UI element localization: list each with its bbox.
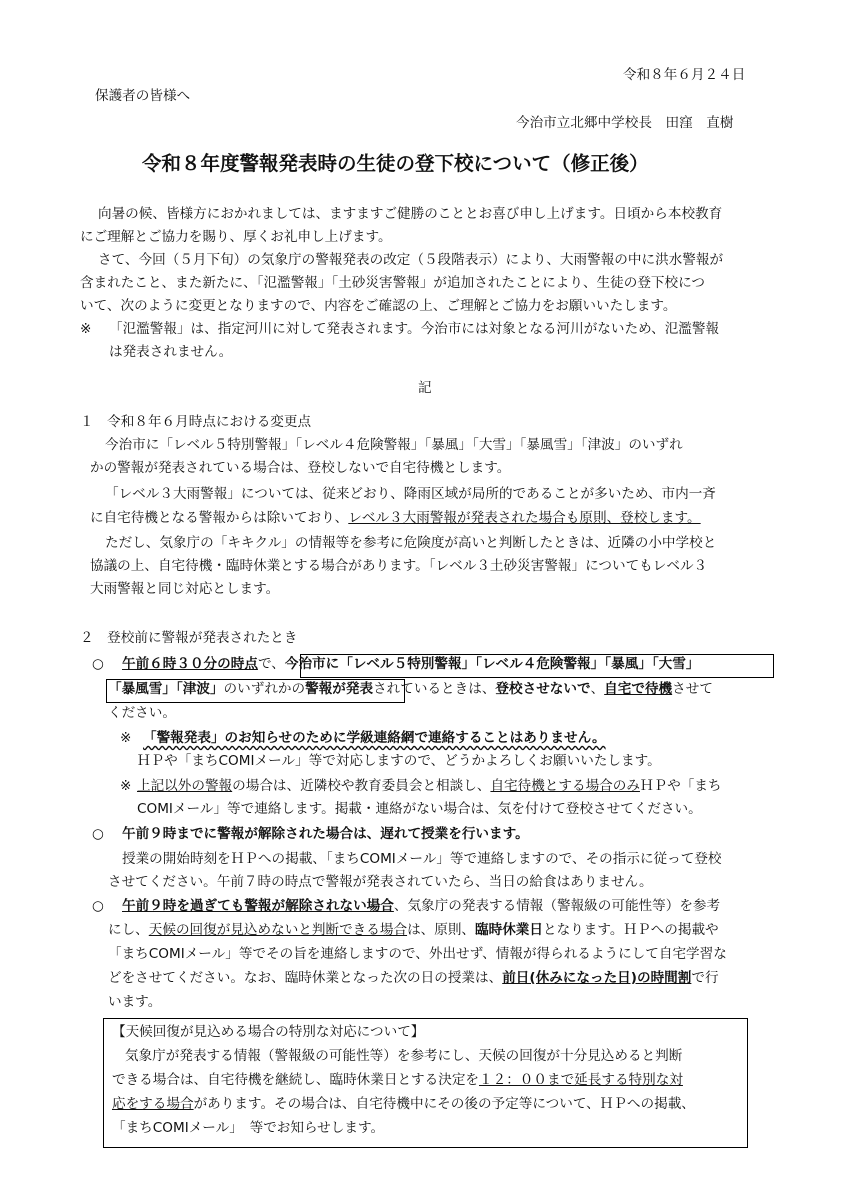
- warning-issued: 警報が発表: [305, 681, 374, 697]
- section1-c-line2: 協議の上、自宅待機・臨時休業とする場合があります。「レベル３土砂災害警報」についてもレベル３: [90, 558, 708, 574]
- timetable-emphasis: 前日(休みになった日)の時間割: [502, 970, 692, 986]
- warning-list: 「暴風雪」「津波」: [108, 681, 224, 697]
- item2-line2: 授業の開始時刻をＨＰへの掲載、「まちCOMIメール」等で連絡しますので、その指示に従って登校: [122, 851, 722, 867]
- section1-heading: １ 令和８年６月時点における変更点: [80, 414, 312, 430]
- note2-line1: [137, 778, 722, 795]
- item3-line1: [122, 898, 720, 915]
- recipient: 保護者の皆様へ: [95, 88, 191, 104]
- section1-c-line3: 大雨警報と同じ対応とします。: [90, 581, 280, 597]
- item3-line2: [108, 922, 719, 939]
- text: で、: [257, 656, 285, 672]
- warning-list: 今治市に「レベル５特別警報」「レベル４危険警報」「暴風」「大雪」: [284, 656, 700, 672]
- text: ＨＰや「まち: [639, 778, 722, 794]
- text: のいずれかの: [223, 681, 306, 697]
- item2-line1: 午前９時までに警報が解除された場合は、遅れて授業を行います。: [122, 826, 529, 842]
- section1-b-line2-text: に自宅待機となる警報からは除いており、: [90, 510, 349, 526]
- notice-line1: 気象庁が発表する情報（警報級の可能性等）を参考にし、天候の回復が十分見込めると判断: [125, 1048, 683, 1064]
- underlined-text: 上記以外の警報: [137, 778, 233, 794]
- intro-p2-line3: いて、次のように変更となりますので、内容をご確認の上、ご理解とご協力をお願いいたします。: [80, 298, 677, 314]
- intro-p1-line1: 向暑の候、皆様方におかれましては、ますますご健勝のこととお喜び申し上げます。日頃から本校教育: [98, 206, 723, 222]
- item2-line3: させてください。午前７時の時点で警報が発表されていたら、当日の給食はありません。: [108, 874, 653, 890]
- text: となります。ＨＰへの掲載や: [543, 922, 719, 938]
- closure-emphasis: 臨時休業日: [475, 922, 543, 938]
- text: 、気象庁の発表する情報（警報級の可能性等）を参考: [393, 898, 721, 914]
- text: どをさせてください。なお、臨時休業となった次の日の授業は、: [108, 970, 503, 986]
- stay-home-emphasis: 自宅で待機: [604, 681, 673, 697]
- section1-b-line2-underlined: レベル３大雨警報が発表された場合も原則、登校します。: [348, 510, 701, 526]
- underlined-text: 自宅待機とする場合のみ: [490, 778, 640, 794]
- intro-p2-line1: さて、今回（５月下旬）の気象庁の警報発表の改定（５段階表示）により、大雨警報の中に洪水警報が: [98, 252, 724, 268]
- item1-line1: [122, 656, 699, 673]
- intro-p2-line2: 含まれたこと、また新たに、「氾濫警報」「土砂災害警報」が追加されたことにより、生徒の登下校につ: [80, 275, 706, 291]
- emphasis: 午前９時を過ぎても警報が解除されない場合: [122, 898, 394, 914]
- notice-line4: 「まちCOMIメール」 等でお知らせします。: [112, 1120, 385, 1136]
- note-mark: ※: [120, 730, 132, 746]
- intro-note-line2: は発表されません。: [109, 344, 233, 360]
- intro-note-line1: 「氾濫警報」は、指定河川に対して発表されます。今治市には対象となる河川がないため、氾濫警報: [109, 321, 720, 337]
- notice-title: 【天候回復が見込める場合の特別な対応について】: [112, 1024, 425, 1040]
- time-emphasis: 午前６時３０分の時点: [122, 656, 258, 672]
- text: させて: [672, 681, 713, 697]
- bullet: ○: [92, 826, 104, 842]
- ki-heading: 記: [418, 380, 432, 396]
- item1-line2: [108, 681, 713, 698]
- document-title: 令和８年度警報発表時の生徒の登下校について（修正後）: [142, 152, 649, 175]
- section1-c-line1: ただし、気象庁の「キキクル」の情報等を参考に危険度が高いと判断したときは、近隣の小中学校と: [105, 535, 717, 551]
- no-school-emphasis: 登校させないで: [495, 681, 591, 697]
- note-mark: ※: [120, 778, 132, 794]
- item3-line3: 「まちCOMIメール」等でその旨を連絡しますので、外出せず、情報が得られるようにして自宅学習な: [108, 946, 727, 962]
- item3-line4: [108, 970, 719, 987]
- notice-line3: [112, 1096, 695, 1113]
- sender: 今治市立北郷中学校長 田窪 直樹: [516, 115, 734, 131]
- section1-b-line1: 「レベル３大雨警報」については、従来どおり、降雨区域が局所的であることが多いため、市内一斉: [105, 486, 716, 502]
- intro-p1-line2: にご理解とご協力を賜り、厚くお礼申し上げます。: [80, 229, 392, 245]
- underlined-text: 天候の回復が見込めないと判断できる場合: [148, 922, 408, 938]
- notice-line2: [112, 1072, 683, 1089]
- text: があります。その場合は、自宅待機中にその後の予定等について、ＨＰへの掲載、: [193, 1096, 695, 1112]
- text: できる場合は、自宅待機を継続し、臨時休業日とする決定を: [112, 1072, 480, 1088]
- section2-heading: ２ 登校前に警報が発表されたとき: [80, 630, 298, 646]
- text: で行: [691, 970, 719, 986]
- text: の場合は、近隣校や教育委員会と相談し、: [232, 778, 491, 794]
- document-date: 令和８年６月２４日: [623, 67, 746, 83]
- note-mark: ※: [80, 321, 92, 337]
- text: にし、: [108, 922, 149, 938]
- text: は、原則、: [407, 922, 476, 938]
- bullet: ○: [92, 898, 104, 914]
- item1-line3: ください。: [108, 705, 176, 721]
- text: 、: [590, 681, 605, 697]
- section1-b-line2: [90, 510, 701, 527]
- text: されているときは、: [373, 681, 496, 697]
- note1-line2: ＨＰや「まちCOMIメール」等で対応しますので、どうかよろしくお願いいたします。: [137, 753, 661, 769]
- section1-a-line1: 今治市に「レベル５特別警報」「レベル４危険警報」「暴風」「大雪」「暴風雪」「津波」のいずれ: [105, 437, 683, 453]
- note2-line2: COMIメール」等で連絡します。掲載・連絡がない場合は、気を付けて登校させてください。: [137, 801, 702, 817]
- bullet: ○: [92, 656, 104, 672]
- underlined-text: １２：００まで延長する特別な対: [479, 1072, 683, 1088]
- note1-line1: 「警報発表」のお知らせのために学級連絡網で連絡することはありません。: [143, 730, 606, 746]
- section1-a-line2: かの警報が発表されている場合は、登校しないで自宅待機とします。: [90, 460, 511, 476]
- underlined-text: 応をする場合: [112, 1096, 194, 1112]
- item3-line5: います。: [108, 994, 162, 1010]
